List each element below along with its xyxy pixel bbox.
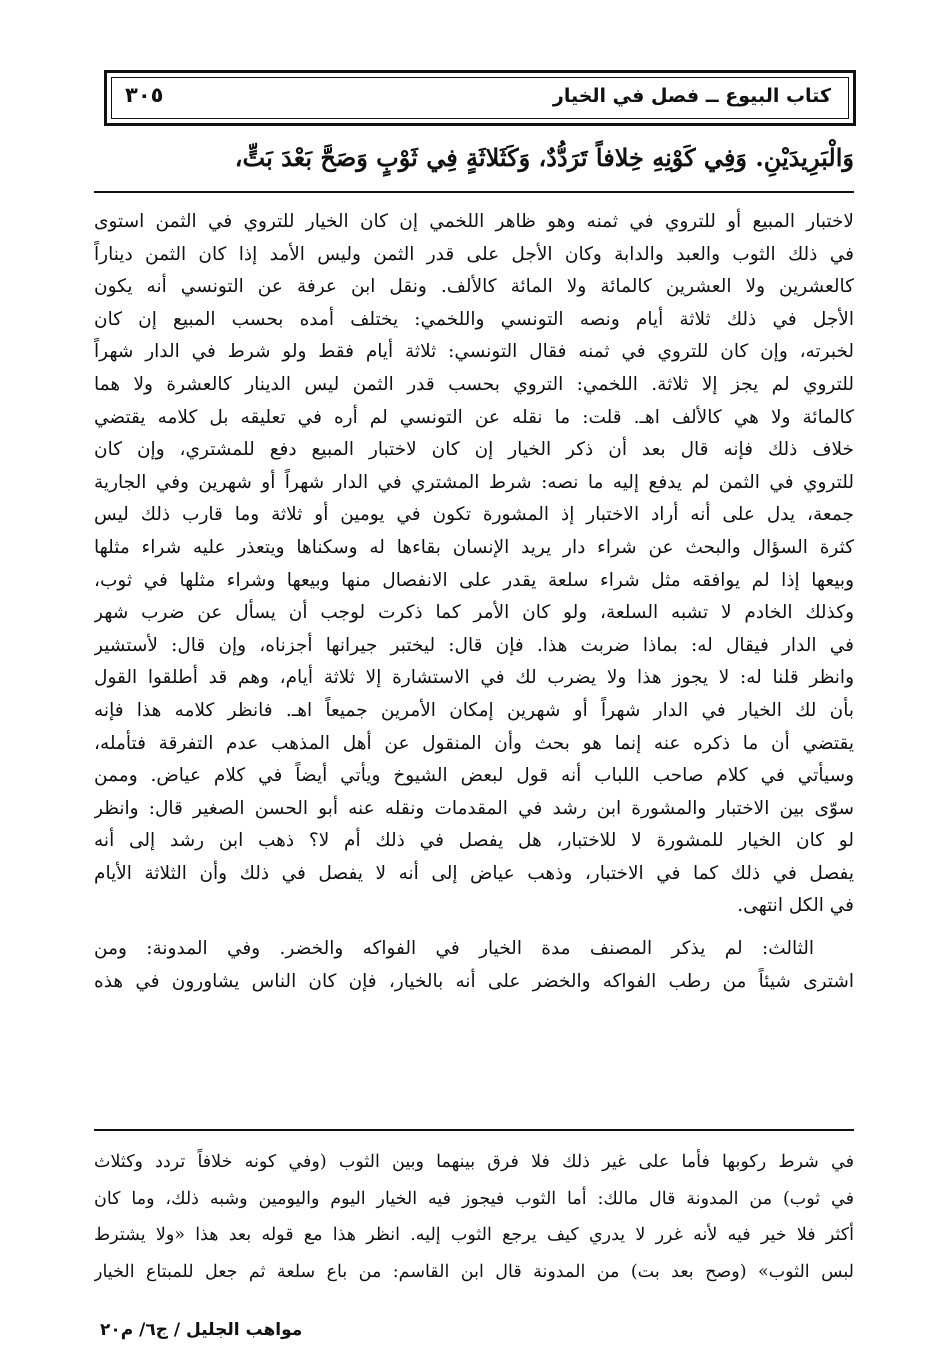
footnote-line: في شرط ركوبها فأما على غير ذلك فلا فرق بينهما وبين الثوب (وفي كونه خلافاً تردد وكثلاث: [94, 1152, 854, 1172]
book-signature: مواهب الجليل / ج٦/ م٢٠: [100, 1320, 303, 1340]
footnote-line: في ثوب) من المدونة قال مالك: أما الثوب فيجوز فيه الخيار اليوم واليومين وشبه ذلك، وما كان: [94, 1188, 854, 1209]
commentary-line: للتروي في الثمن لم يدفع إليه ما نصه: شرط المشتري في الدار شهراً أو شهرين وفي الجارية: [94, 471, 854, 493]
commentary-line: في الكل انتهى.: [737, 895, 854, 917]
commentary-line: وسيأتي في كلام صاحب اللباب أنه قول لبعض الشيوخ ويأتي أيضاً في كلام عياض. وممن: [94, 765, 854, 787]
matn-text: وَالْبَرِيدَيْنِ. وَفِي كَوْنِهِ خِلافاً تَرَدُّدٌ، وَكَثَلاثَةٍ فِي ثَوْبٍ وَصَحَّ بَعْدَ بَتٍّ،: [234, 143, 854, 172]
running-header: [104, 70, 856, 126]
footnotes-block: [94, 1144, 854, 1290]
commentary-line: كثرة السؤال والبحث عن شراء دار يريد الإنسان بقاءها له وسكناها ويتعذر عليه شراء مثلها: [94, 536, 854, 558]
commentary-line: الثالث: لم يذكر المصنف مدة الخيار في الفواكه والخضر. وفي المدونة: ومن: [94, 938, 814, 960]
header-title: كتاب البيوع ــ فصل في الخيار: [552, 85, 831, 107]
commentary-line: لخبرته، وإن كان للتروي في ثمنه فقال التونسي: ثلاثة أيام فقط ولو شرط في الدار شهراً: [94, 341, 854, 363]
commentary-line: وكذلك الخادم لا تشبه السلعة، ولو كان الأمر كما ذكرت لوجب أن يسأل عن ضرب شهر: [94, 602, 854, 624]
commentary-line: جمعة، يدل على أنه أراد الاختبار إذ المشورة تكون في يومين أو ثلاثة وما قارب ذلك ليس: [94, 504, 854, 526]
commentary-line: يفصل في ذلك كما في الاختبار، وذهب عياض إلى أنه لا يفصل في ذلك وأن الثلاثة الأيام: [94, 862, 854, 884]
commentary-line: وبيعها إذا لم يوافقه مثل شراء سلعة يقدر على الانفصال منها وبيعها وشراء مثلها في ثوب،: [94, 569, 854, 591]
commentary-line: يقتضي أن ما ذكره عنه إنما هو بحث وأن المنقول عن أهل المذهب عدم التفرقة فتأمله،: [94, 732, 854, 754]
top-divider: [94, 191, 854, 193]
commentary-line: كالعشرين ولا العشرين كالمائة ولا المائة كالألف. ونقل ابن عرفة عن التونسي أنه يكون: [94, 276, 854, 298]
commentary-line: في ذلك الثوب والعبد والدابة وكان الأجل على قدر الثمن وليس الأمد إذا كان الثمن ديناراً: [94, 243, 854, 265]
commentary-line: اشترى شيئاً من رطب الفواكه والخضر على أنه بالخيار، فإن كان الناس يشاورون في هذه: [94, 970, 854, 992]
commentary-line: بأن لك الخيار في الدار شهراً أو شهرين إمكان الأمرين جميعاً اهـ. فانظر كلامه هذا فإنه: [94, 699, 854, 721]
footnote-line: أكثر فلا خير فيه لأنه غرر لا يدري كيف يرجع الثوب إليه. انظر هذا مع قوله بعد هذا «ولا يشترط: [94, 1225, 854, 1245]
commentary-line: في الدار فيقال له: بماذا ضربت هذا. فإن قال: ليختبر جيرانها أجزناه، وإن قال: لأستشير: [94, 634, 854, 656]
footnote-line: لبس الثوب» (وصح بعد بت) من المدونة قال ابن القاسم: من باع سلعة ثم جعل للمبتاع الخيار: [94, 1261, 854, 1282]
commentary-line: للتروي لم يجز إلا ثلاثة. اللخمي: التروي بحسب قدر الثمن ليس الدينار كالعشرة ولا هما: [94, 373, 854, 395]
commentary-block: [94, 206, 854, 998]
commentary-line: سوّى بين الاختبار والمشورة ابن رشد في المقدمات ونقله عنه أبو الحسن الصغير قال: وانظر: [94, 797, 854, 819]
commentary-line: الأجل في ذلك ثلاثة أيام ونصه التونسي واللخمي: يختلف أمده بحسب المبيع إن كان: [94, 308, 854, 330]
commentary-line: خلاف ذلك فإنه قال بعد أن ذكر الخيار إن كان لاختبار المبيع دفع للمشتري، وإن كان: [94, 439, 854, 461]
commentary-line: وانظر قلنا له: لا يجوز هذا ولا يضرب لك في الاستشارة إلا ثلاثة أيام، وهم قد أطلقوا القول: [94, 667, 854, 689]
page-number: ٣٠٥: [125, 83, 164, 107]
commentary-line: كالمائة ولا هي كالألف اهـ. قلت: ما نقله عن التونسي لم أره في تعليقه بل كلامه يقتضي: [94, 406, 854, 428]
footnote-divider: [94, 1129, 854, 1131]
paragraph-gap: [94, 923, 854, 933]
commentary-line: لاختبار المبيع أو للتروي في ثمنه وهو ظاهر اللخمي إن كان الخيار للتروي في الثمن استوى: [94, 211, 854, 232]
commentary-line: لو كان الخيار للمشورة لا للاختبار، هل يفصل في ذلك أم لا؟ ذهب ابن رشد إلى أنه: [94, 830, 854, 852]
